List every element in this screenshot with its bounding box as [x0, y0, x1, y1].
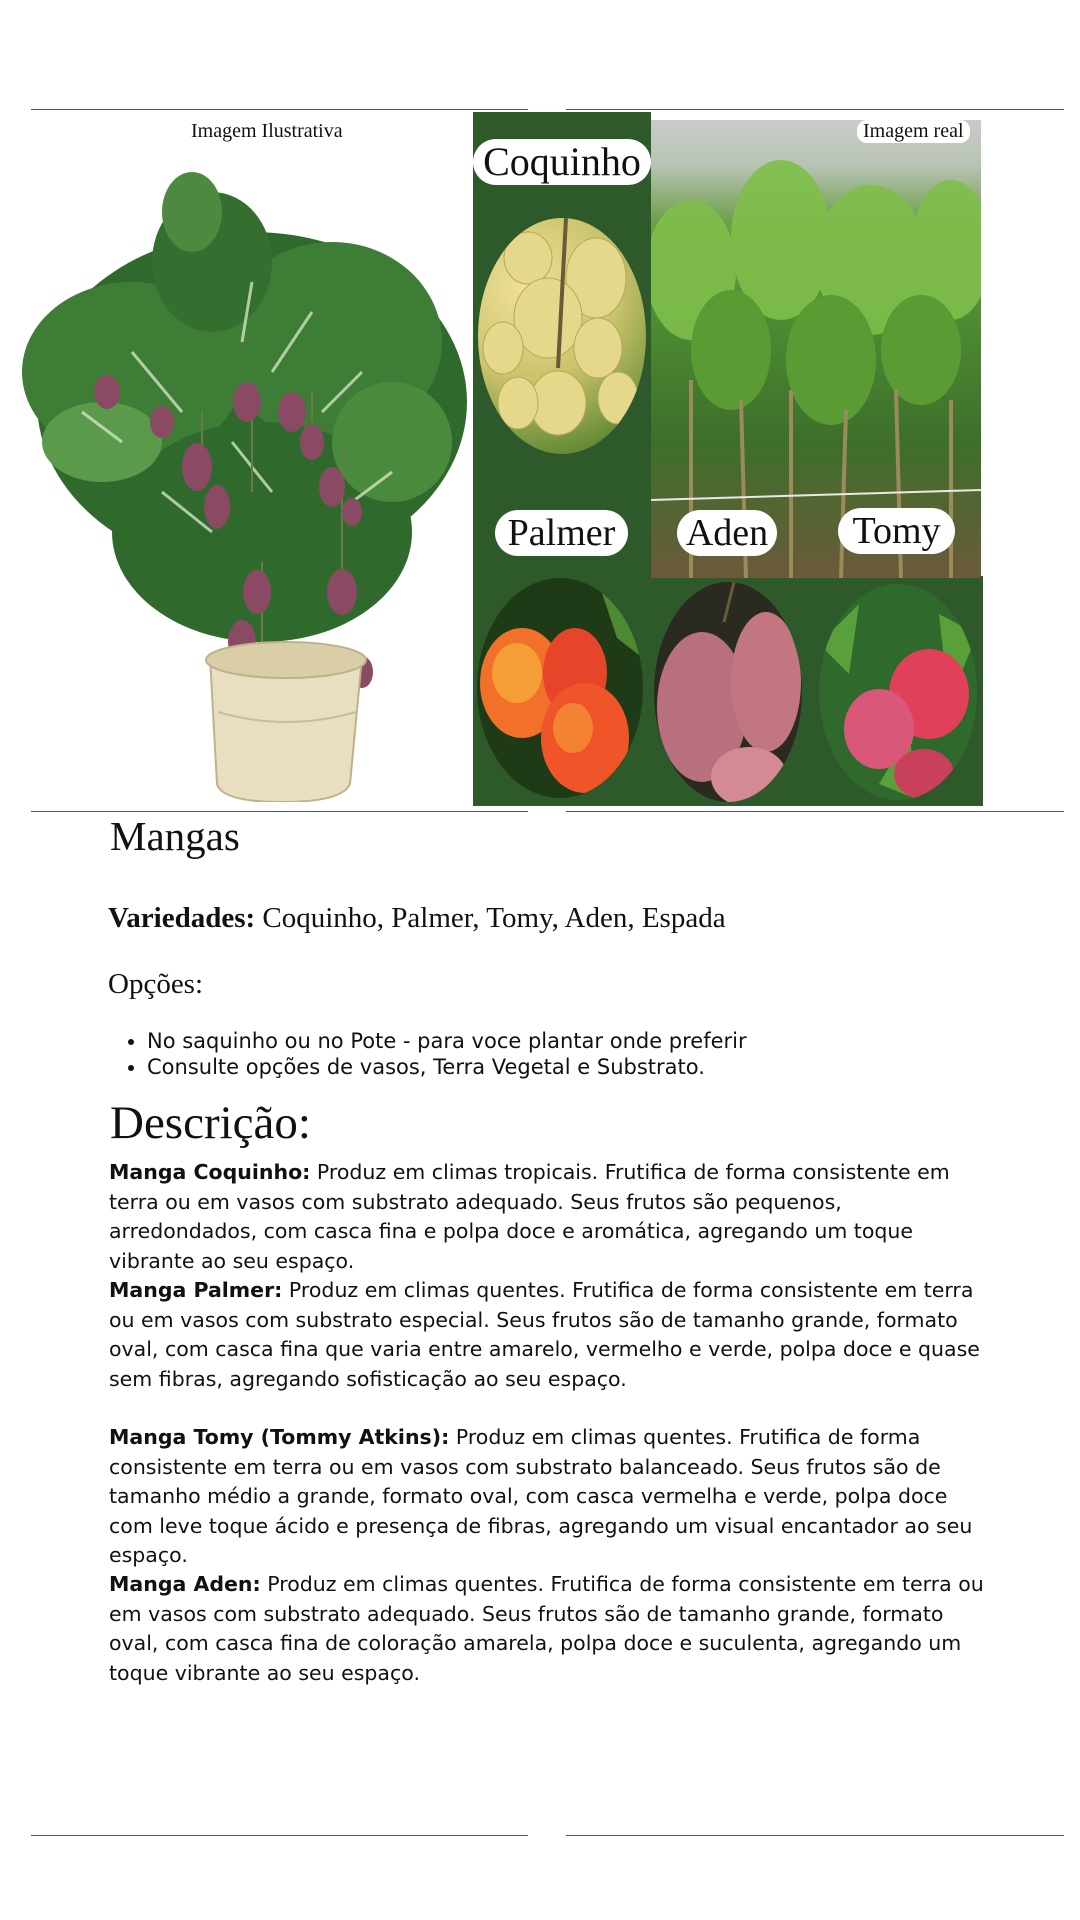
divider-bottom-left	[31, 1835, 528, 1836]
variety-name: Manga Coquinho:	[109, 1160, 311, 1184]
description-palmer	[109, 1276, 989, 1394]
variety-text: Produz em climas quentes. Frutifica de forma consistente em terra ou em vasos com substrato adequado. Seus frutos são de tamanho grande, formato oval, com casca fina de coloração amarela, polpa doce e suculenta, agregando um toque vibrante ao seu espaço.	[109, 1572, 984, 1685]
coquinho-mango-photo	[478, 218, 646, 454]
description-aden	[109, 1570, 989, 1688]
tomy-mango-photo	[819, 584, 977, 800]
options-list	[120, 1028, 747, 1080]
variety-text: Produz em climas quentes. Frutifica de forma consistente em terra ou em vasos com substrato especial. Seus frutos são de tamanho grande, formato oval, com casca fina que varia entre amarelo, vermelho e verde, polpa doce e quase sem fibras, agregando sofisticação ao seu espaço.	[109, 1278, 980, 1391]
page-title: Mangas	[110, 813, 240, 859]
divider-bottom-right	[566, 1835, 1064, 1836]
label-palmer: Palmer	[495, 510, 628, 556]
varieties-line	[108, 902, 988, 935]
label-tomy: Tomy	[838, 508, 955, 554]
list-item: • Consulte opções de vasos, Terra Vegetal e Substrato.	[147, 1054, 747, 1080]
options-heading: Opções:	[108, 968, 204, 1000]
variety-text: Produz em climas quentes. Frutifica de forma consistente em terra ou em vasos com substrato balanceado. Seus frutos são de tamanho médio a grande, formato oval, com casca vermelha e verde, polpa doce com leve toque ácido e presença de fibras, agregando um visual encantador ao seu espaço.	[109, 1425, 973, 1567]
description-tomy	[109, 1423, 989, 1571]
variety-text: Produz em climas tropicais. Frutifica de forma consistente em terra ou em vasos com substrato adequado. Seus frutos são pequenos, arredondados, com casca fina e polpa doce e aromática, agregando um toque vibrante ao seu espaço.	[109, 1160, 950, 1273]
variety-name: Manga Aden:	[109, 1572, 261, 1596]
varieties-value: Coquinho, Palmer, Tomy, Aden, Espada	[255, 902, 726, 934]
label-aden: Aden	[677, 510, 777, 556]
illustrative-tree-image	[12, 112, 472, 802]
description-coquinho	[109, 1158, 989, 1276]
list-item: • No saquinho ou no Pote - para voce plantar onde preferir	[147, 1028, 747, 1054]
hero-banner	[0, 0, 1080, 820]
palmer-mango-photo	[477, 578, 643, 798]
description-heading: Descrição:	[110, 1097, 311, 1149]
variety-name: Manga Tomy (Tommy Atkins):	[109, 1425, 450, 1449]
variety-name: Manga Palmer:	[109, 1278, 283, 1302]
aden-mango-photo	[654, 582, 802, 802]
caption-illustrative: Imagem Ilustrativa	[185, 120, 349, 143]
mango-tree-illustration	[12, 112, 472, 802]
caption-real: Imagem real	[857, 120, 970, 143]
label-coquinho: Coquinho	[473, 139, 651, 185]
varieties-label: Variedades:	[108, 902, 256, 934]
